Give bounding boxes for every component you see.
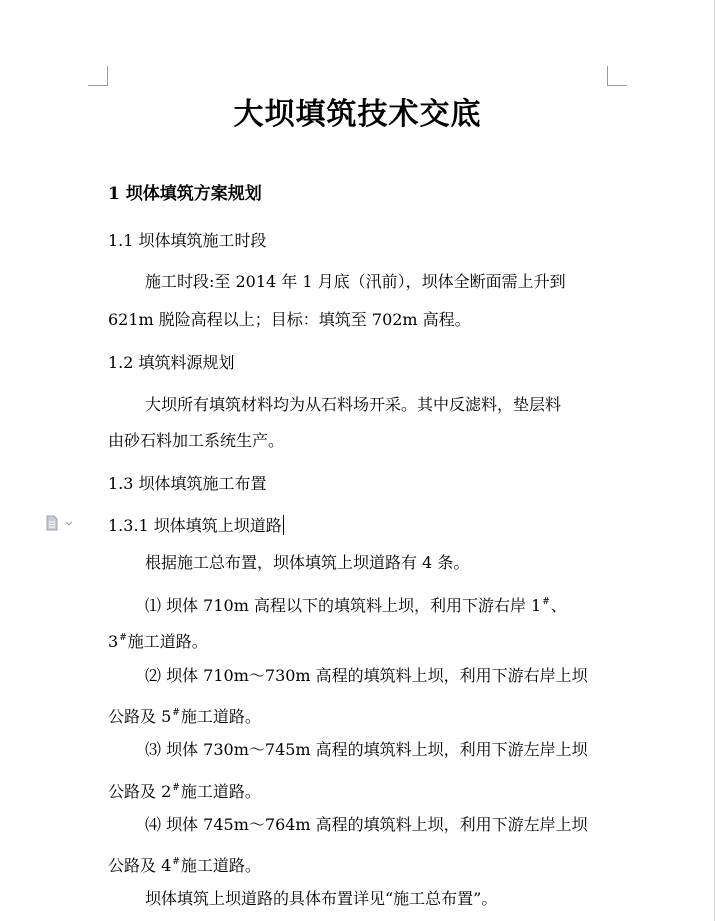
paragraph-marker[interactable] (45, 515, 73, 531)
paragraph-line: 根据施工总布置，坝体填筑上坝道路有 4 条。 (145, 553, 470, 572)
item-text: 3 (108, 632, 119, 651)
item-text: 公路及 2 (108, 782, 172, 801)
item-text: 公路及 5 (108, 707, 172, 726)
list-item-3-line-2 (108, 778, 261, 802)
item-text: 公路及 4 (108, 856, 172, 875)
paragraph-line: 由砂石料加工系统生产。 (108, 431, 285, 450)
heading-section-1-3: 1.3 坝体填筑施工布置 (108, 474, 267, 493)
text-cursor (283, 515, 284, 535)
item-text: ⑴ 坝体 710m 高程以下的填筑料上坝，利用下游右岸 1 (145, 596, 542, 615)
superscript: # (119, 633, 127, 643)
document-title: 大坝填筑技术交底 (233, 97, 482, 132)
heading-section-1: 1 坝体填筑方案规划 (108, 184, 262, 204)
list-item-3-line-1: ⑶ 坝体 730m～745m 高程的填筑料上坝，利用下游左岸上坝 (145, 740, 588, 759)
paragraph-line: 大坝所有填筑材料均为从石料场开采。其中反滤料，垫层料 (145, 395, 562, 414)
heading-text: 1.3.1 坝体填筑上坝道路 (108, 516, 282, 535)
crop-mark-top-left (88, 66, 108, 86)
superscript: # (542, 597, 550, 607)
paragraph-line: 621m 脱险高程以上；目标：填筑至 702m 高程。 (108, 310, 471, 329)
list-item-4-line-2 (108, 852, 261, 876)
item-text: 施工道路。 (180, 707, 261, 726)
item-text: 、 (550, 596, 567, 615)
list-item-1-line-2 (108, 628, 208, 652)
item-text: 施工道路。 (180, 856, 261, 875)
superscript: # (172, 783, 180, 793)
item-text: 施工道路。 (180, 782, 261, 801)
chevron-down-icon (65, 521, 73, 527)
paragraph-line: 施工时段:至 2014 年 1 月底（汛前），坝体全断面需上升到 (145, 272, 566, 291)
list-item-1-line-1 (145, 592, 567, 616)
item-text: 施工道路。 (127, 632, 208, 651)
superscript: # (172, 857, 180, 867)
crop-mark-top-right (607, 66, 627, 86)
superscript: # (172, 708, 180, 718)
heading-section-1-1: 1.1 坝体填筑施工时段 (108, 231, 267, 250)
list-item-4-line-1: ⑷ 坝体 745m～764m 高程的填筑料上坝，利用下游左岸上坝 (145, 815, 588, 834)
paragraph-line: 坝体填筑上坝道路的具体布置详见“施工总布置”。 (145, 889, 498, 908)
heading-section-1-3-1[interactable] (108, 515, 284, 536)
list-item-2-line-1: ⑵ 坝体 710m～730m 高程的填筑料上坝，利用下游右岸上坝 (145, 666, 588, 685)
list-item-2-line-2 (108, 703, 261, 727)
heading-section-1-2: 1.2 填筑料源规划 (108, 353, 235, 372)
